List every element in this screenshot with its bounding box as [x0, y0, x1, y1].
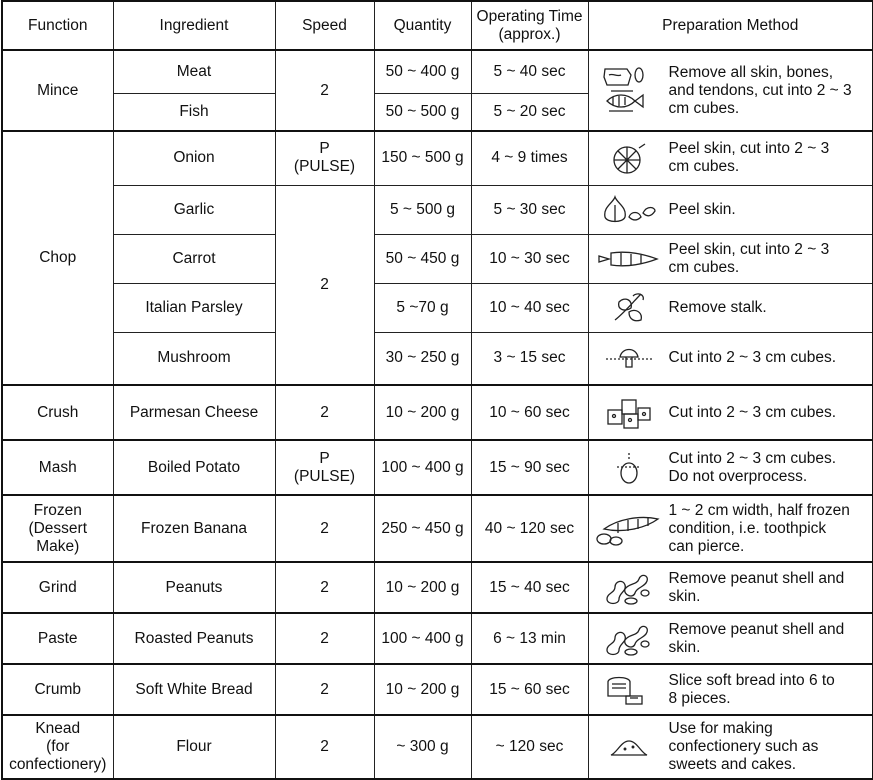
- operating-time-cell: 10 ~ 30 sec: [471, 234, 588, 283]
- preparation-method-cell: [588, 234, 873, 283]
- preparation-method-cell: [588, 562, 873, 613]
- table-row: [2, 613, 873, 664]
- header-preparation-method: Preparation Method: [588, 1, 873, 50]
- preparation-text: Remove peanut shell and skin.: [668, 620, 845, 656]
- table-row: [2, 185, 873, 234]
- quantity-cell: 5 ~70 g: [374, 283, 471, 332]
- preparation-method-cell: [588, 283, 873, 332]
- table-row: [2, 385, 873, 440]
- preparation-text: Cut into 2 ~ 3 cm cubes. Do not overprocess.: [668, 449, 837, 485]
- speed-cell: 2: [275, 715, 374, 779]
- table-row: [2, 715, 873, 779]
- operating-time-cell: 4 ~ 9 times: [471, 131, 588, 185]
- table-row: [2, 283, 873, 332]
- mushroom-icon: [589, 343, 669, 373]
- preparation-method-cell: [588, 440, 873, 495]
- ingredient-cell: Carrot: [113, 234, 275, 283]
- bread-icon: [589, 672, 669, 708]
- parsley-icon: [589, 290, 669, 326]
- quantity-cell: 100 ~ 400 g: [374, 613, 471, 664]
- garlic-icon: [589, 195, 669, 225]
- header-operating-time: Operating Time (approx.): [471, 1, 588, 50]
- operating-time-cell: 10 ~ 60 sec: [471, 385, 588, 440]
- carrot-icon: [589, 246, 669, 272]
- preparation-text: Peel skin.: [668, 200, 736, 218]
- header-ingredient: Ingredient: [113, 1, 275, 50]
- header-speed: Speed: [275, 1, 374, 50]
- ingredient-cell: Onion: [113, 131, 275, 185]
- preparation-method-cell: [588, 332, 873, 385]
- function-cell: Frozen (Dessert Make): [2, 495, 113, 562]
- ingredient-cell: Roasted Peanuts: [113, 613, 275, 664]
- quantity-cell: ~ 300 g: [374, 715, 471, 779]
- speed-cell: 2: [275, 495, 374, 562]
- peanut-icon: [589, 620, 669, 658]
- preparation-method-cell: [588, 185, 873, 234]
- operating-time-cell: 3 ~ 15 sec: [471, 332, 588, 385]
- preparation-method-cell: [588, 495, 873, 562]
- ingredient-cell: Peanuts: [113, 562, 275, 613]
- operating-time-cell: 10 ~ 40 sec: [471, 283, 588, 332]
- preparation-text: Peel skin, cut into 2 ~ 3 cm cubes.: [668, 240, 830, 276]
- table-row: [2, 562, 873, 613]
- operating-time-cell: 15 ~ 90 sec: [471, 440, 588, 495]
- speed-cell: 2: [275, 385, 374, 440]
- processing-guide-table: [1, 0, 873, 780]
- quantity-cell: 5 ~ 500 g: [374, 185, 471, 234]
- quantity-cell: 50 ~ 500 g: [374, 93, 471, 131]
- preparation-method-cell: [588, 664, 873, 715]
- preparation-text: 1 ~ 2 cm width, half frozen condition, i.e. toothpick can pierce.: [668, 501, 850, 555]
- table-row: [2, 664, 873, 715]
- quantity-cell: 100 ~ 400 g: [374, 440, 471, 495]
- speed-cell: 2: [275, 562, 374, 613]
- table-row: [2, 131, 873, 185]
- operating-time-cell: 5 ~ 20 sec: [471, 93, 588, 131]
- table-row: [2, 50, 873, 93]
- ingredient-cell: Fish: [113, 93, 275, 131]
- function-cell: Mash: [2, 440, 113, 495]
- speed-cell: 2: [275, 613, 374, 664]
- preparation-text: Remove all skin, bones, and tendons, cut into 2 ~ 3 cm cubes.: [668, 63, 852, 117]
- quantity-cell: 150 ~ 500 g: [374, 131, 471, 185]
- ingredient-cell: Parmesan Cheese: [113, 385, 275, 440]
- table-row: [2, 332, 873, 385]
- quantity-cell: 50 ~ 400 g: [374, 50, 471, 93]
- ingredient-cell: Meat: [113, 50, 275, 93]
- table-row: [2, 440, 873, 495]
- header-function: Function: [2, 1, 113, 50]
- preparation-text: Remove peanut shell and skin.: [668, 569, 845, 605]
- table-row: [2, 495, 873, 562]
- ingredient-cell: Flour: [113, 715, 275, 779]
- preparation-text: Cut into 2 ~ 3 cm cubes.: [668, 349, 837, 367]
- preparation-method-cell: [588, 131, 873, 185]
- ingredient-cell: Garlic: [113, 185, 275, 234]
- ingredient-cell: Boiled Potato: [113, 440, 275, 495]
- function-cell: Mince: [2, 50, 113, 131]
- table-row: [2, 234, 873, 283]
- flour-icon: [589, 735, 669, 759]
- peanut-icon: [589, 569, 669, 607]
- speed-cell: P (PULSE): [275, 131, 374, 185]
- operating-time-cell: 15 ~ 60 sec: [471, 664, 588, 715]
- quantity-cell: 10 ~ 200 g: [374, 562, 471, 613]
- meat-fish-icon: [589, 63, 669, 119]
- quantity-cell: 50 ~ 450 g: [374, 234, 471, 283]
- header-quantity: Quantity: [374, 1, 471, 50]
- preparation-method-cell: [588, 613, 873, 664]
- quantity-cell: 30 ~ 250 g: [374, 332, 471, 385]
- quantity-cell: 10 ~ 200 g: [374, 385, 471, 440]
- ingredient-cell: Mushroom: [113, 332, 275, 385]
- ingredient-cell: Frozen Banana: [113, 495, 275, 562]
- banana-icon: [589, 509, 669, 549]
- ingredient-cell: Italian Parsley: [113, 283, 275, 332]
- header-row: [2, 1, 873, 50]
- function-cell: Chop: [2, 131, 113, 385]
- preparation-text: Remove stalk.: [668, 298, 767, 316]
- preparation-text: Cut into 2 ~ 3 cm cubes.: [668, 403, 837, 421]
- preparation-text: Peel skin, cut into 2 ~ 3 cm cubes.: [668, 140, 830, 176]
- operating-time-cell: 40 ~ 120 sec: [471, 495, 588, 562]
- operating-time-cell: ~ 120 sec: [471, 715, 588, 779]
- speed-cell: 2: [275, 664, 374, 715]
- preparation-method-cell: [588, 385, 873, 440]
- function-cell: Grind: [2, 562, 113, 613]
- ingredient-cell: Soft White Bread: [113, 664, 275, 715]
- quantity-cell: 10 ~ 200 g: [374, 664, 471, 715]
- onion-icon: [589, 140, 669, 176]
- speed-cell: P (PULSE): [275, 440, 374, 495]
- cheese-icon: [589, 396, 669, 430]
- function-cell: Paste: [2, 613, 113, 664]
- preparation-method-cell: [588, 50, 873, 131]
- speed-cell: 2: [275, 185, 374, 385]
- potato-icon: [589, 451, 669, 485]
- preparation-text: Slice soft bread into 6 to 8 pieces.: [668, 671, 835, 707]
- preparation-method-cell: [588, 715, 873, 779]
- function-cell: Crumb: [2, 664, 113, 715]
- preparation-text: Use for making confectionery such as sweets and cakes.: [668, 720, 819, 773]
- quantity-cell: 250 ~ 450 g: [374, 495, 471, 562]
- table-body: [2, 50, 873, 779]
- operating-time-cell: 6 ~ 13 min: [471, 613, 588, 664]
- function-cell: Knead (for confectionery): [2, 715, 113, 779]
- operating-time-cell: 15 ~ 40 sec: [471, 562, 588, 613]
- operating-time-cell: 5 ~ 40 sec: [471, 50, 588, 93]
- operating-time-cell: 5 ~ 30 sec: [471, 185, 588, 234]
- speed-cell: 2: [275, 50, 374, 131]
- function-cell: Crush: [2, 385, 113, 440]
